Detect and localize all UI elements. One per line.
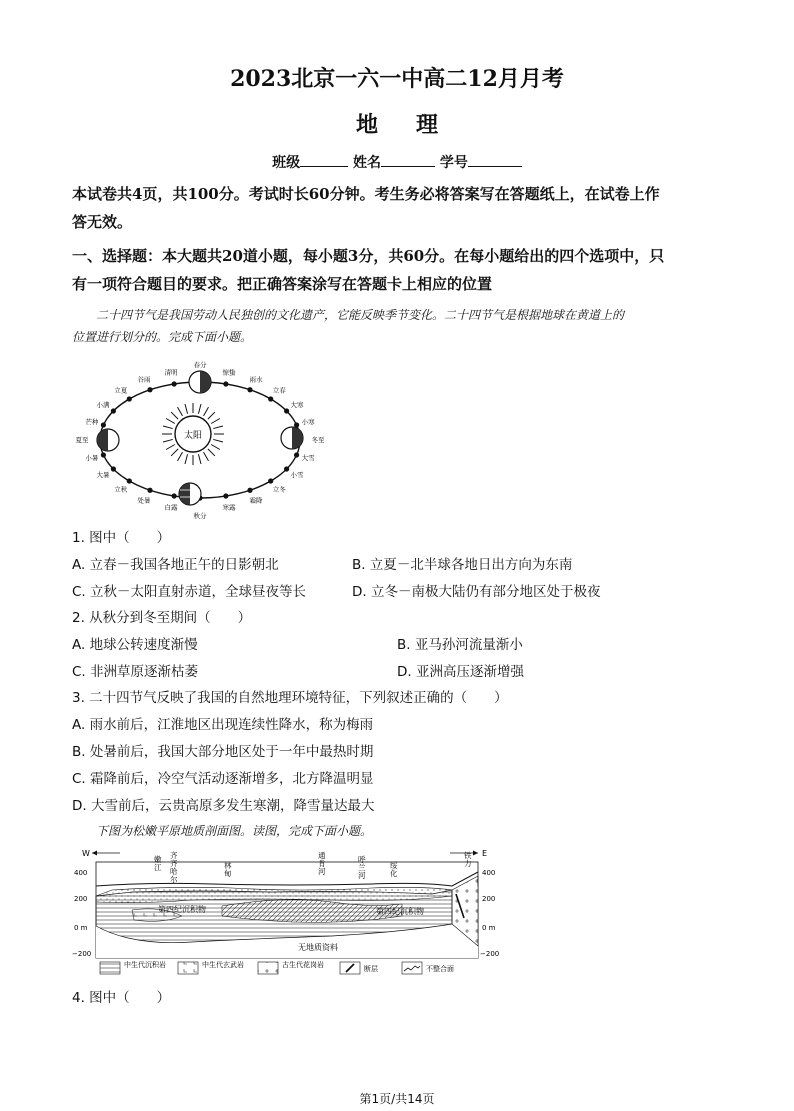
quaternary-label-west: 第四纪沉积物 [158,905,206,914]
question-1-stem: 1. 图中（ ） [72,530,171,546]
orbit-dot [172,381,177,386]
sun-ray [211,445,220,450]
orbit-dot [223,493,228,498]
orbit-dot [268,478,273,483]
question-1-option-b[interactable]: B. 立夏－北半球各地日出方向为东南 [352,557,573,573]
orbit-term-label: 小满 [96,401,110,409]
question-1-option-d[interactable]: D. 立冬－南极大陆仍有部分地区处于极夜 [352,584,601,600]
basement-label: 无地质资料 [298,943,338,952]
question-1-option-a[interactable]: A. 立春－我国各地正午的日影朝北 [72,557,279,573]
sun-label: 太阳 [183,431,203,441]
orbit-term-label: 立夏 [114,386,128,395]
sun-ray [213,426,223,429]
east-label: E [482,849,488,858]
class-blank[interactable] [300,152,348,167]
orbit-dot [223,381,228,386]
question-3-option-b[interactable]: B. 处暑前后，我国大部分地区处于一年中最热时期 [72,744,374,760]
sun-ray [204,407,209,416]
geologic-section-figure [72,846,502,978]
orbit-term-label: 大寒 [290,401,304,409]
class-label: 班级 [272,155,301,171]
quaternary-label-east: 第四纪沉积物 [376,907,424,916]
sun-ray [166,419,175,424]
place-qiqihar: 齐齐哈尔 [170,851,178,884]
orbit-dot [294,452,299,457]
orbit-term-label: 夏至 [75,436,89,444]
sun-ray [171,412,178,419]
orbit-term-label: 立春 [272,386,286,395]
orbit-dot [101,452,106,457]
question-1-option-c[interactable]: C. 立秋－太阳直射赤道，全球昼夜等长 [72,584,307,600]
y-tick-200-left: 200 [74,895,88,903]
passage-geologic-section: 下图为松嫩平原地质剖面图。读图，完成下面小题。 [96,824,373,838]
question-3-option-d[interactable]: D. 大雪前后，云贵高原多发生寒潮，降雪量达最大 [72,798,375,814]
orbit-dot [147,387,152,392]
section-one-heading: 一、选择题：本大题共20道小题，每小题3分，共60分。在每小题给出的四个选项中，只 有一项符合题目的要求。把正确答案涂写在答题卡上相应的位置 [72,247,665,293]
place-tongken-river: 通肯河 [318,851,326,876]
orbit-term-label: 大雪 [301,454,315,463]
west-label: W [82,849,90,858]
sun-ray [171,449,178,456]
orbit-dot [127,478,132,483]
orbit-dot [284,466,289,471]
orbit-dot [247,387,252,392]
orbit-dot [268,396,273,401]
y-tick-0-left: 0 m [74,924,88,932]
orbit-dot [127,396,132,401]
orbit-term-label: 立冬 [272,485,286,494]
y-tick-400-left: 400 [74,869,88,877]
earth-icon-spring [189,371,211,393]
orbit-term-label: 霜降 [249,496,263,505]
legend [100,960,454,974]
orbit-term-label: 雨水 [249,375,263,384]
orbit-term-label: 冬至 [311,436,325,444]
page-number: 第1页/共14页 [359,1092,435,1106]
sun-ray [198,454,201,464]
orbit-term-label: 惊蛰 [222,368,236,377]
orbit-term-label: 白露 [164,503,178,512]
solar-terms-orbit-figure [72,360,328,522]
sun-ray [178,452,183,461]
orbit-dot [111,408,116,413]
orbit-term-label: 芒种 [85,417,99,426]
orbit-term-label: 寒露 [222,503,236,512]
orbit-term-label: 立秋 [114,485,128,494]
sun-ray [163,439,173,442]
y-tick-0-right: 0 m [482,924,496,932]
legend-fault: 断层 [364,965,378,973]
orbit-term-label: 小暑 [85,454,99,463]
orbit-term-label: 谷雨 [137,375,151,384]
orbit-term-label: 清明 [164,368,178,377]
sun-ray [208,449,215,456]
ground-surface [96,872,478,886]
orbit-dot [101,422,106,427]
place-suihua: 绥化 [390,861,398,878]
legend-mesozoic-sedimentary: 中生代沉积岩 [124,961,166,969]
instructions: 本试卷共4页，共100分。考试时长60分钟。考生务必将答案写在答题纸上，在试卷上作 答无效。 [72,185,660,231]
question-4-stem: 4. 图中（ ） [72,990,171,1006]
question-2-option-a[interactable]: A. 地球公转速度渐慢 [72,637,198,653]
orbit-term-label: 小寒 [301,417,315,426]
place-nenjiang: 嫩江 [154,855,162,872]
sun-ray [198,404,201,414]
question-3-option-a[interactable]: A. 雨水前后，江淮地区出现连续性降水，称为梅雨 [72,717,374,733]
sun-ray [163,426,173,429]
orbit-dot [111,466,116,471]
name-label: 姓名 [353,155,381,171]
sun-ray [211,419,220,424]
sun-ray [213,439,223,442]
sun-ray [178,407,183,416]
exam-title: 2023北京一六一中高二12月月考 [230,66,564,92]
orbit-dot [284,408,289,413]
passage-solar-terms: 二十四节气是我国劳动人民独创的文化遗产，它能反映季节变化。二十四节气是根据地球在黄道上的 位置进行划分的。完成下面小题。 [72,308,625,344]
question-2-option-b[interactable]: B. 亚马孙河流量渐小 [397,637,523,653]
y-tick-400-right: 400 [482,869,496,877]
orbit-dot [247,488,252,493]
orbit-dot [147,488,152,493]
place-hulan-river: 呼兰河 [358,855,366,880]
orbit-term-label: 秋分 [193,512,207,520]
place-tieli: 铁力 [464,851,472,868]
orbit-term-label: 小雪 [290,471,304,479]
orbit-term-label: 处暑 [137,496,151,505]
legend-unconformity: 不整合面 [426,965,454,973]
student-info-line [0,152,794,172]
earth-icon-summer [97,429,119,451]
earth-icon-autumn [179,483,201,505]
question-2-option-c[interactable]: C. 非洲草原逐渐枯萎 [72,664,199,680]
id-label: 学号 [439,155,468,171]
legend-paleozoic-granite: 古生代花岗岩 [282,961,324,969]
orbit-dot [172,493,177,498]
east-arrow-icon [473,851,478,856]
sun-ray [204,452,209,461]
question-2-option-d[interactable]: D. 亚洲高压逐渐增强 [397,664,524,680]
question-3-option-c[interactable]: C. 霜降前后，冷空气活动逐渐增多，北方降温明显 [72,771,374,787]
earth-icon-winter [281,427,303,449]
y-tick-neg200-left: −200 [72,950,92,958]
y-tick-200-right: 200 [482,895,496,903]
orbit-term-label: 春分 [193,361,207,369]
y-tick-neg200-right: −200 [480,950,500,958]
orbit-term-label: 大暑 [96,471,110,479]
sun-ray [166,445,175,450]
sun-ray [208,412,215,419]
sun-ray [185,404,188,414]
place-lindian: 林甸 [224,861,232,878]
id-blank[interactable] [468,152,522,167]
question-3-stem: 3. 二十四节气反映了我国的自然地理环境特征，下列叙述正确的（ ） [72,690,508,706]
subject-title: 地理 [355,112,476,138]
west-arrow-icon [92,851,97,856]
place-labels [154,850,472,884]
sun-ray [185,454,188,464]
legend-mesozoic-basalt: 中生代玄武岩 [202,961,244,969]
question-2-stem: 2. 从秋分到冬至期间（ ） [72,610,252,626]
name-blank[interactable] [381,152,435,167]
